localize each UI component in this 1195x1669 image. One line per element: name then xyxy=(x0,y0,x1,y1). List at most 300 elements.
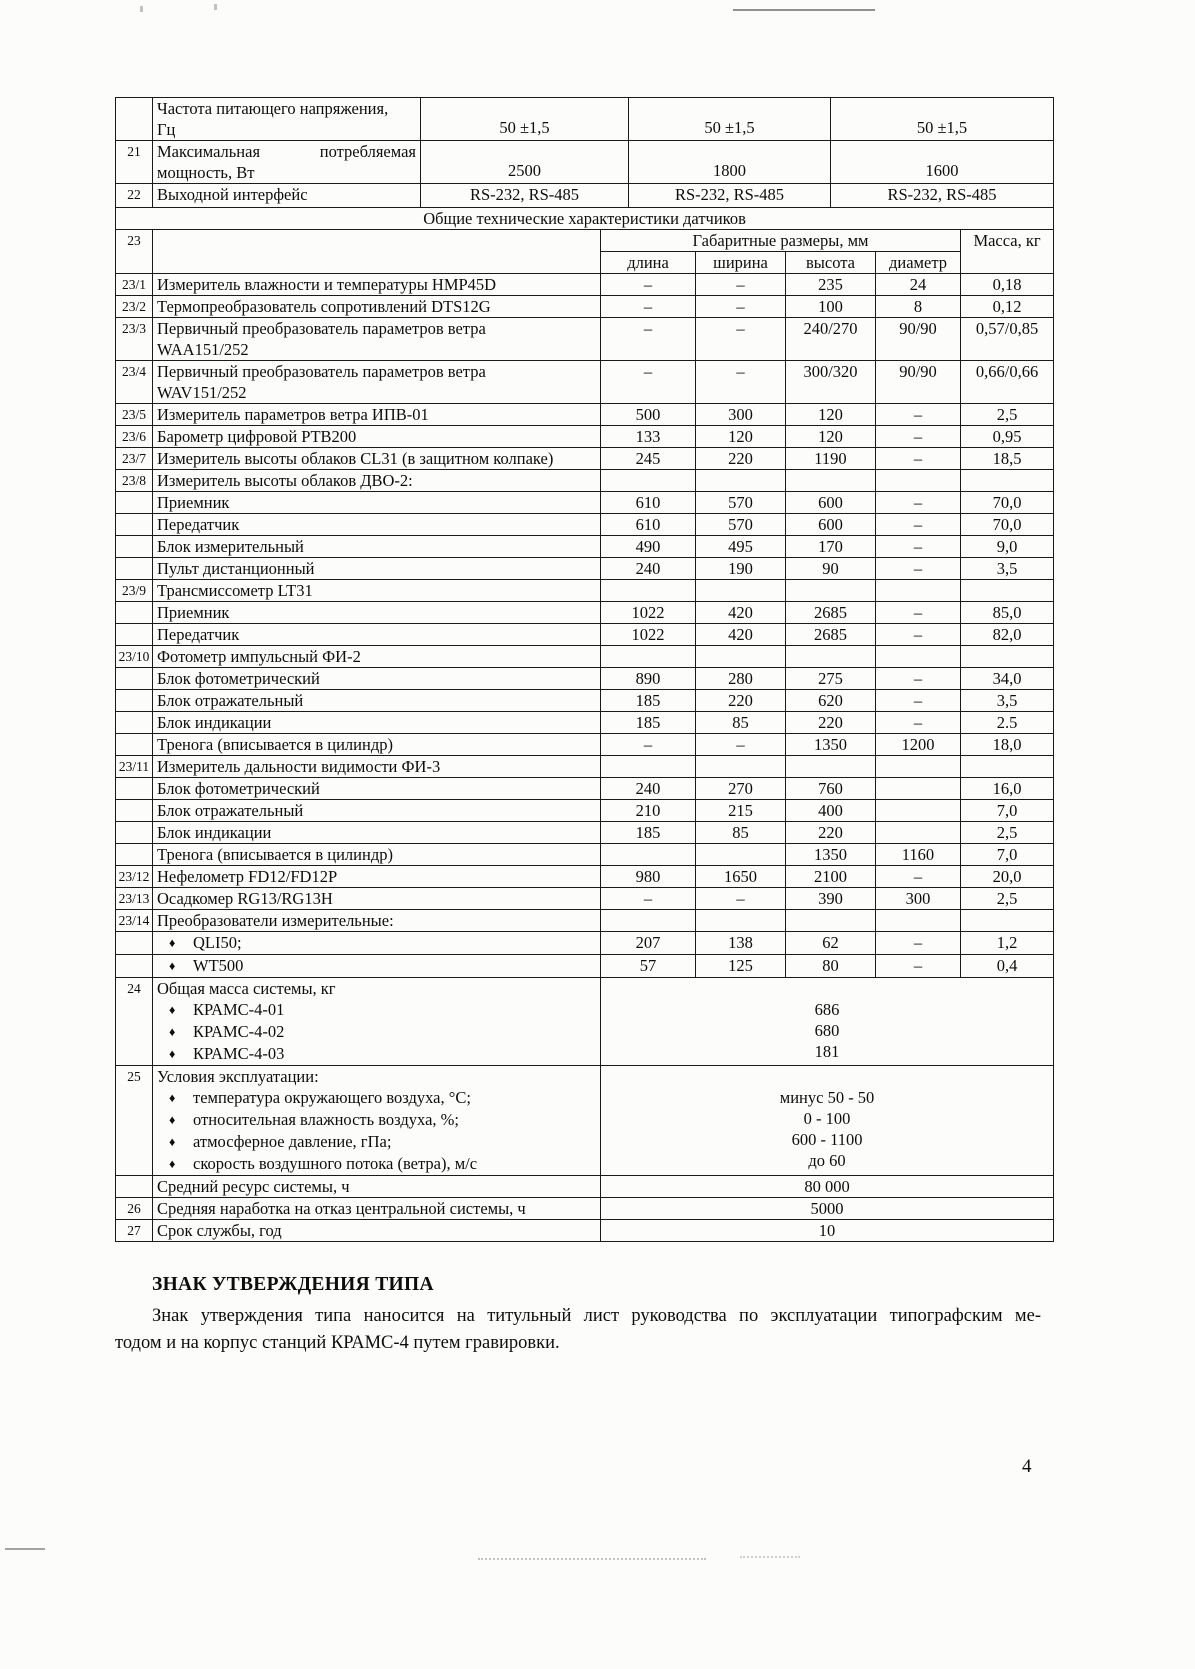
name-line: Измеритель высоты облаков CL31 (в защитном колпаке) xyxy=(157,449,554,468)
row-number-cell: 23/13 xyxy=(116,888,153,910)
value-cell: 1022 xyxy=(601,602,696,624)
value-cell: 215 xyxy=(696,800,786,822)
spec-row xyxy=(116,756,1054,778)
value-cell: 220 xyxy=(696,690,786,712)
param-name-cell xyxy=(153,866,601,888)
value-cell xyxy=(961,470,1054,492)
value-cell: – xyxy=(876,492,961,514)
param-name-cell xyxy=(153,800,601,822)
value-cell: 1,2 xyxy=(961,932,1054,955)
value-cell: 85 xyxy=(696,712,786,734)
name-line: Средняя наработка на отказ центральной системы, ч xyxy=(157,1199,526,1218)
value-cell: 185 xyxy=(601,712,696,734)
spec-table-main xyxy=(115,207,1054,1242)
value-cell: – xyxy=(876,536,961,558)
name-line: Трансмиссометр LT31 xyxy=(157,581,313,600)
block-title: Общая масса системы, кг xyxy=(157,979,336,998)
value-cell: 0,95 xyxy=(961,426,1054,448)
param-name: QLI50; xyxy=(193,933,242,952)
spec-row xyxy=(116,536,1054,558)
value-cell: 90/90 xyxy=(876,318,961,361)
value-cell: 5000 xyxy=(601,1198,1054,1220)
value-cell: – xyxy=(876,712,961,734)
value-cell xyxy=(696,646,786,668)
value-cell: 240 xyxy=(601,778,696,800)
diamond-bullet-icon: ♦ xyxy=(169,1135,176,1149)
param-name-cell xyxy=(153,1066,601,1176)
param-name-cell xyxy=(153,1220,601,1242)
spec-row xyxy=(116,361,1054,404)
param-name-cell xyxy=(153,756,601,778)
param-name-cell xyxy=(153,141,421,184)
diamond-bullet-icon: ♦ xyxy=(169,936,176,950)
param-name-cell xyxy=(153,844,601,866)
value-cell: 50 ±1,5 xyxy=(421,98,629,141)
spec-row xyxy=(116,932,1054,955)
name-line: Тренога (вписывается в цилиндр) xyxy=(157,845,393,864)
value-cell: RS-232, RS-485 xyxy=(831,184,1054,208)
value-cell: – xyxy=(696,318,786,361)
value-cell: 1160 xyxy=(876,844,961,866)
value-cell: 170 xyxy=(786,536,876,558)
value-cell xyxy=(601,470,696,492)
value-cell xyxy=(876,822,961,844)
scan-artifact-mark xyxy=(140,6,143,12)
value-cell: 980 xyxy=(601,866,696,888)
value-cell: 34,0 xyxy=(961,668,1054,690)
row-number-cell xyxy=(116,822,153,844)
param-name-cell xyxy=(153,646,601,668)
mass-header-cell: Масса, кг xyxy=(961,230,1054,274)
value-cell: – xyxy=(876,404,961,426)
value-cell: – xyxy=(876,448,961,470)
dim-header-cell: диаметр xyxy=(876,252,961,274)
name-line: WAV151/252 xyxy=(157,383,247,402)
value-cell: 80 000 xyxy=(601,1176,1054,1198)
diamond-bullet-icon: ♦ xyxy=(169,1113,176,1127)
param-name-cell xyxy=(153,448,601,470)
value-cell: 120 xyxy=(786,404,876,426)
value-cell: 185 xyxy=(601,822,696,844)
name-line: Нефелометр FD12/FD12P xyxy=(157,867,338,886)
value-cell: 90 xyxy=(786,558,876,580)
spec-row xyxy=(116,978,1054,1066)
name-line: Пульт дистанционный xyxy=(157,559,315,578)
value-cell: 120 xyxy=(696,426,786,448)
spec-row xyxy=(116,690,1054,712)
row-number-cell xyxy=(116,690,153,712)
value-cell xyxy=(961,646,1054,668)
name-line: Блок измерительный xyxy=(157,537,304,556)
value-line: 181 xyxy=(814,1042,840,1061)
name-line: Блок отражательный xyxy=(157,801,304,820)
value-cell: 207 xyxy=(601,932,696,955)
value-cell: 85 xyxy=(696,822,786,844)
value-cell xyxy=(601,910,696,932)
row-number-cell xyxy=(116,602,153,624)
value-cell xyxy=(786,470,876,492)
param-name-cell xyxy=(153,184,421,208)
value-cell: – xyxy=(876,866,961,888)
name-line: Блок индикации xyxy=(157,713,272,732)
value-cell: 1200 xyxy=(876,734,961,756)
value-cell: 280 xyxy=(696,668,786,690)
row-number-cell: 21 xyxy=(116,141,153,184)
spec-table-top xyxy=(115,97,1054,208)
value-cell: 300 xyxy=(696,404,786,426)
param-name-cell xyxy=(153,624,601,646)
spec-row xyxy=(116,866,1054,888)
value-cell: – xyxy=(601,361,696,404)
value-cell: 420 xyxy=(696,602,786,624)
spec-row xyxy=(116,910,1054,932)
value-cell: – xyxy=(876,955,961,978)
name-line: Измеритель параметров ветра ИПВ-01 xyxy=(157,405,429,424)
name-line: Блок отражательный xyxy=(157,691,304,710)
value-cell: 20,0 xyxy=(961,866,1054,888)
row-number-cell xyxy=(116,98,153,141)
value-cell: 70,0 xyxy=(961,514,1054,536)
diamond-bullet-icon: ♦ xyxy=(169,1091,176,1105)
value-cell: 90/90 xyxy=(876,361,961,404)
spec-row xyxy=(116,602,1054,624)
value-cell: 0,18 xyxy=(961,274,1054,296)
name-line: Измеритель влажности и температуры HMP45D xyxy=(157,275,497,294)
scan-artifact-mark xyxy=(214,4,217,10)
param-name-cell xyxy=(153,910,601,932)
param-name-cell xyxy=(153,296,601,318)
approval-paragraph xyxy=(115,1303,1041,1357)
spec-row xyxy=(116,712,1054,734)
value-cell xyxy=(786,580,876,602)
bullet-item xyxy=(157,932,596,954)
value-cell: – xyxy=(696,361,786,404)
param-name-cell xyxy=(153,98,421,141)
name-line: Передатчик xyxy=(157,515,240,534)
spec-row xyxy=(116,230,1054,252)
spec-row xyxy=(116,470,1054,492)
row-number-cell xyxy=(116,712,153,734)
value-cell: – xyxy=(876,558,961,580)
param-name-cell xyxy=(153,978,601,1066)
row-number-cell: 23/12 xyxy=(116,866,153,888)
value-cell: 80 xyxy=(786,955,876,978)
name-line: Частота питающего напряжения, xyxy=(157,99,389,118)
value-cell: 62 xyxy=(786,932,876,955)
name-line: Гц xyxy=(157,120,176,139)
spec-row xyxy=(116,1198,1054,1220)
value-cell: 18,5 xyxy=(961,448,1054,470)
row-number-cell: 23/5 xyxy=(116,404,153,426)
value-cell: 890 xyxy=(601,668,696,690)
row-number-cell xyxy=(116,844,153,866)
value-cell: – xyxy=(876,624,961,646)
value-cell xyxy=(696,756,786,778)
spec-row xyxy=(116,514,1054,536)
value-cell: 3,5 xyxy=(961,558,1054,580)
param-name-cell xyxy=(153,580,601,602)
value-line: 680 xyxy=(814,1021,840,1040)
name-line: Блок фотометрический xyxy=(157,779,320,798)
diamond-bullet-icon: ♦ xyxy=(169,1003,176,1017)
row-number-cell: 22 xyxy=(116,184,153,208)
param-name-cell xyxy=(153,536,601,558)
value-cell: 120 xyxy=(786,426,876,448)
spec-row xyxy=(116,404,1054,426)
name-line: Осадкомер RG13/RG13H xyxy=(157,889,333,908)
value-cell xyxy=(961,580,1054,602)
scan-artifact-line xyxy=(733,9,875,11)
value-cell: – xyxy=(876,690,961,712)
value-cell: 185 xyxy=(601,690,696,712)
row-number-cell xyxy=(116,1176,153,1198)
value-cell: 490 xyxy=(601,536,696,558)
name-line: Тренога (вписывается в цилиндр) xyxy=(157,735,393,754)
value-cell: – xyxy=(876,514,961,536)
value-cell: 1800 xyxy=(629,141,831,184)
value-cell: 125 xyxy=(696,955,786,978)
value-cell: 570 xyxy=(696,492,786,514)
value-cell xyxy=(696,910,786,932)
scan-artifact-dash xyxy=(5,1548,45,1550)
value-cell xyxy=(786,756,876,778)
value-cell: 1022 xyxy=(601,624,696,646)
value-cell xyxy=(876,778,961,800)
spec-row xyxy=(116,1066,1054,1176)
value-cell: 82,0 xyxy=(961,624,1054,646)
diamond-bullet-icon: ♦ xyxy=(169,959,176,973)
value-cell: 50 ±1,5 xyxy=(629,98,831,141)
bullet-item-label: КРАМС-4-02 xyxy=(193,1022,285,1041)
param-name-cell xyxy=(153,274,601,296)
row-number-cell xyxy=(116,492,153,514)
name-line: Максимальная потребляемая xyxy=(157,142,416,161)
spec-row xyxy=(116,492,1054,514)
row-number-cell xyxy=(116,778,153,800)
value-cell xyxy=(961,756,1054,778)
spec-row xyxy=(116,184,1054,208)
value-cell: 600 xyxy=(786,492,876,514)
value-cell: 138 xyxy=(696,932,786,955)
param-name-cell xyxy=(153,404,601,426)
spec-row xyxy=(116,800,1054,822)
value-cell: – xyxy=(876,932,961,955)
spec-row xyxy=(116,580,1054,602)
spacer-line xyxy=(605,978,1049,999)
bullet-item-label: скорость воздушного потока (ветра), м/с xyxy=(193,1154,478,1173)
row-number-cell: 23/4 xyxy=(116,361,153,404)
value-cell: – xyxy=(696,734,786,756)
row-number-cell: 23/8 xyxy=(116,470,153,492)
param-name-cell xyxy=(153,1176,601,1198)
value-cell xyxy=(876,580,961,602)
value-cell: 610 xyxy=(601,514,696,536)
value-cell xyxy=(601,756,696,778)
value-cell: 57 xyxy=(601,955,696,978)
value-cell: 1350 xyxy=(786,844,876,866)
value-cell: 70,0 xyxy=(961,492,1054,514)
value-cell: 2,5 xyxy=(961,404,1054,426)
bullet-item xyxy=(157,1109,596,1131)
param-name-cell xyxy=(153,712,601,734)
spec-row xyxy=(116,955,1054,978)
param-name-cell xyxy=(153,690,601,712)
name-line: Приемник xyxy=(157,493,230,512)
value-line: минус 50 - 50 xyxy=(779,1088,875,1107)
spec-row xyxy=(116,888,1054,910)
value-cell: – xyxy=(601,734,696,756)
value-cell: 0,12 xyxy=(961,296,1054,318)
bullet-item-label: КРАМС-4-01 xyxy=(193,1000,285,1019)
value-cell: 16,0 xyxy=(961,778,1054,800)
value-line: 0 - 100 xyxy=(803,1109,851,1128)
spec-row xyxy=(116,668,1054,690)
value-cell xyxy=(876,756,961,778)
name-line: Передатчик xyxy=(157,625,240,644)
spec-row xyxy=(116,141,1054,184)
value-cell: 7,0 xyxy=(961,844,1054,866)
value-cell: 2,5 xyxy=(961,822,1054,844)
value-cell: 18,0 xyxy=(961,734,1054,756)
value-cell: 390 xyxy=(786,888,876,910)
spec-row xyxy=(116,208,1054,230)
name-line: Приемник xyxy=(157,603,230,622)
value-cell: 1600 xyxy=(831,141,1054,184)
row-number-cell xyxy=(116,558,153,580)
bullet-item-label: температура окружающего воздуха, °С; xyxy=(193,1088,471,1107)
param-name-cell xyxy=(153,426,601,448)
value-cell xyxy=(961,910,1054,932)
spec-row xyxy=(116,646,1054,668)
section-title: ЗНАК УТВЕРЖДЕНИЯ ТИПА xyxy=(152,1274,434,1295)
name-line: Барометр цифровой PTB200 xyxy=(157,427,357,446)
value-cell xyxy=(601,1066,1054,1176)
name-line: Средний ресурс системы, ч xyxy=(157,1177,350,1196)
value-cell: 495 xyxy=(696,536,786,558)
row-number-cell: 27 xyxy=(116,1220,153,1242)
block-title: Условия эксплуатации: xyxy=(157,1067,319,1086)
paragraph-line-1: Знак утверждения типа наносится на титульный лист руководства по эксплуатации типографским ме- xyxy=(152,1306,1041,1326)
spec-table-main-body xyxy=(116,208,1054,1242)
value-cell xyxy=(601,978,1054,1066)
bullet-item-label: относительная влажность воздуха, %; xyxy=(193,1110,459,1129)
value-cell: 300/320 xyxy=(786,361,876,404)
value-cell: 220 xyxy=(786,712,876,734)
value-cell xyxy=(601,844,696,866)
value-cell: 570 xyxy=(696,514,786,536)
value-cell: 0,66/0,66 xyxy=(961,361,1054,404)
spec-row xyxy=(116,318,1054,361)
spec-row xyxy=(116,98,1054,141)
bullet-item xyxy=(157,1131,596,1153)
value-cell: 620 xyxy=(786,690,876,712)
value-cell: 600 xyxy=(786,514,876,536)
row-number-cell xyxy=(116,800,153,822)
diamond-bullet-icon: ♦ xyxy=(169,1157,176,1171)
spec-table xyxy=(115,97,1053,1242)
value-line: до 60 xyxy=(808,1151,846,1170)
value-cell xyxy=(601,580,696,602)
spec-row xyxy=(116,558,1054,580)
param-name-cell xyxy=(153,734,601,756)
value-cell xyxy=(786,910,876,932)
bullet-item xyxy=(157,1021,596,1043)
bullet-item xyxy=(157,955,596,977)
name-line: Срок службы, год xyxy=(157,1221,282,1240)
value-cell: 2685 xyxy=(786,602,876,624)
scan-artifact-dotted-line xyxy=(740,1556,800,1558)
spec-row xyxy=(116,822,1054,844)
value-cell: 133 xyxy=(601,426,696,448)
scan-artifact-dotted-line xyxy=(478,1558,706,1560)
param-name-cell xyxy=(153,492,601,514)
diamond-bullet-icon: ♦ xyxy=(169,1025,176,1039)
param-name-cell xyxy=(153,602,601,624)
bullet-item xyxy=(157,1087,596,1109)
param-name-cell xyxy=(153,558,601,580)
param-name-cell xyxy=(153,1198,601,1220)
diamond-bullet-icon: ♦ xyxy=(169,1047,176,1061)
row-number-cell: 25 xyxy=(116,1066,153,1176)
spec-row xyxy=(116,778,1054,800)
value-cell xyxy=(876,910,961,932)
name-line: мощность, Вт xyxy=(157,163,255,182)
dim-header-cell: высота xyxy=(786,252,876,274)
value-cell: – xyxy=(696,274,786,296)
value-cell: 2,5 xyxy=(961,888,1054,910)
value-cell: 0,57/0,85 xyxy=(961,318,1054,361)
value-cell xyxy=(696,470,786,492)
param-name-cell xyxy=(153,955,601,978)
param-name-cell xyxy=(153,514,601,536)
row-number-cell xyxy=(116,668,153,690)
row-number-cell: 23/14 xyxy=(116,910,153,932)
name-line: Первичный преобразователь параметров ветра xyxy=(157,319,486,338)
paragraph-line-2: тодом и на корпус станций КРАМС-4 путем гравировки. xyxy=(115,1333,560,1353)
bullet-item xyxy=(157,1043,596,1065)
row-number-cell xyxy=(116,955,153,978)
param-name-cell xyxy=(153,470,601,492)
value-cell: 7,0 xyxy=(961,800,1054,822)
spec-table-top-body xyxy=(116,98,1054,208)
value-cell: 1190 xyxy=(786,448,876,470)
value-cell: 270 xyxy=(696,778,786,800)
value-cell: 0,4 xyxy=(961,955,1054,978)
row-number-cell: 24 xyxy=(116,978,153,1066)
value-cell: 2100 xyxy=(786,866,876,888)
spacer-line xyxy=(605,1066,1049,1087)
name-line: Фотометр импульсный ФИ-2 xyxy=(157,647,361,666)
bullet-item-label: КРАМС-4-03 xyxy=(193,1044,285,1063)
value-cell: 210 xyxy=(601,800,696,822)
spec-row xyxy=(116,624,1054,646)
value-cell: 400 xyxy=(786,800,876,822)
value-cell: 8 xyxy=(876,296,961,318)
spec-row xyxy=(116,296,1054,318)
value-cell: – xyxy=(876,426,961,448)
name-line: WAA151/252 xyxy=(157,340,249,359)
param-name-cell xyxy=(153,361,601,404)
value-cell: 760 xyxy=(786,778,876,800)
name-line: Измеритель дальности видимости ФИ-3 xyxy=(157,757,441,776)
row-number-cell xyxy=(116,536,153,558)
value-cell: 420 xyxy=(696,624,786,646)
row-number-cell: 23/1 xyxy=(116,274,153,296)
value-cell: 235 xyxy=(786,274,876,296)
type-approval-section xyxy=(115,1272,1041,1357)
spec-row xyxy=(116,274,1054,296)
param-name-cell xyxy=(153,318,601,361)
